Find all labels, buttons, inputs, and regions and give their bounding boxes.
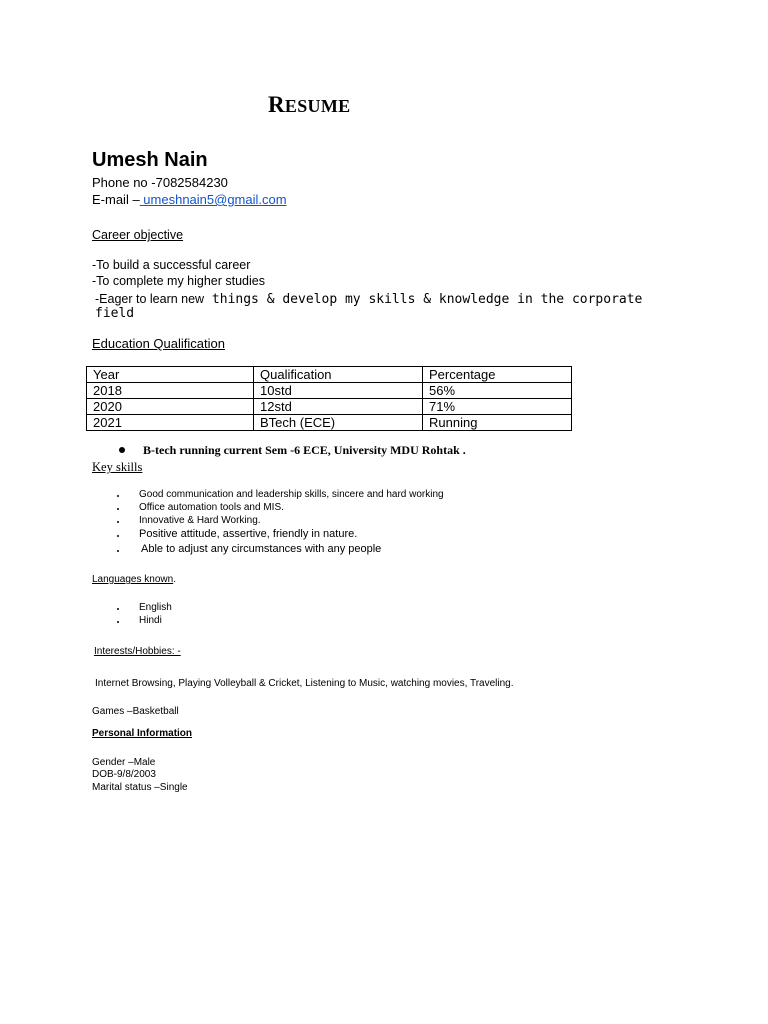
career-line-4: field xyxy=(95,306,135,321)
cell-qualification: 10std xyxy=(254,383,423,399)
table-row xyxy=(87,399,572,415)
table-row xyxy=(87,415,572,431)
email-line xyxy=(92,192,287,207)
language-item: English xyxy=(139,602,172,613)
cell-year: 2018 xyxy=(87,383,254,399)
games-line: Games –Basketball xyxy=(92,706,179,717)
cell-qualification: BTech (ECE) xyxy=(254,415,423,431)
personal-info-heading: Personal Information xyxy=(92,728,193,739)
language-item: Hindi xyxy=(139,615,162,626)
bullet-icon xyxy=(117,521,119,523)
bullet-icon xyxy=(117,495,119,497)
career-line-3: -Eager to learn new things & develop my skills & knowledge in the corporate xyxy=(95,292,643,307)
header-percentage: Percentage xyxy=(423,367,572,383)
bullet-icon xyxy=(117,535,119,537)
table-row xyxy=(87,383,572,399)
key-skills-heading: Key skills xyxy=(92,460,143,474)
cell-percentage: Running xyxy=(423,415,572,431)
header-year: Year xyxy=(87,367,254,383)
bullet-icon xyxy=(117,621,119,623)
education-heading: Education Qualification xyxy=(92,336,225,351)
languages-heading: Languages known. xyxy=(92,574,176,585)
cell-percentage: 71% xyxy=(423,399,572,415)
btech-note: B-tech running current Sem -6 ECE, University MDU Rohtak . xyxy=(143,443,466,457)
interests-text: Internet Browsing, Playing Volleyball & Cricket, Listening to Music, watching movies, Traveling. xyxy=(95,678,514,689)
skill-item: Able to adjust any circumstances with any people xyxy=(141,543,382,555)
bullet-icon xyxy=(119,447,125,453)
cell-year: 2021 xyxy=(87,415,254,431)
bullet-icon xyxy=(117,608,119,610)
bullet-icon xyxy=(117,508,119,510)
skill-item: Positive attitude, assertive, friendly in nature. xyxy=(139,528,358,540)
interests-heading: Interests/Hobbies: - xyxy=(94,646,181,657)
cell-year: 2020 xyxy=(87,399,254,415)
cell-percentage: 56% xyxy=(423,383,572,399)
career-line-2: -To complete my higher studies xyxy=(92,274,265,288)
dob-line: DOB-9/8/2003 xyxy=(92,769,156,780)
skill-item: Office automation tools and MIS. xyxy=(139,502,284,513)
education-table xyxy=(86,366,572,431)
marital-status-line: Marital status –Single xyxy=(92,782,188,793)
cell-qualification: 12std xyxy=(254,399,423,415)
candidate-name: Umesh Nain xyxy=(92,149,208,171)
career-objective-heading: Career objective xyxy=(92,228,184,242)
email-link[interactable]: umeshnain5@gmail.com xyxy=(139,192,287,207)
table-header-row xyxy=(87,367,572,383)
career-line-1: -To build a successful career xyxy=(92,258,251,272)
resume-title: RESUME xyxy=(268,92,351,117)
phone-number: Phone no -7082584230 xyxy=(92,175,228,190)
header-qualification: Qualification xyxy=(254,367,423,383)
bullet-icon xyxy=(117,550,119,552)
gender-line: Gender –Male xyxy=(92,757,156,768)
skill-item: Innovative & Hard Working. xyxy=(139,515,261,526)
email-label: E-mail – xyxy=(92,192,140,207)
skill-item: Good communication and leadership skills, sincere and hard working xyxy=(139,489,444,500)
